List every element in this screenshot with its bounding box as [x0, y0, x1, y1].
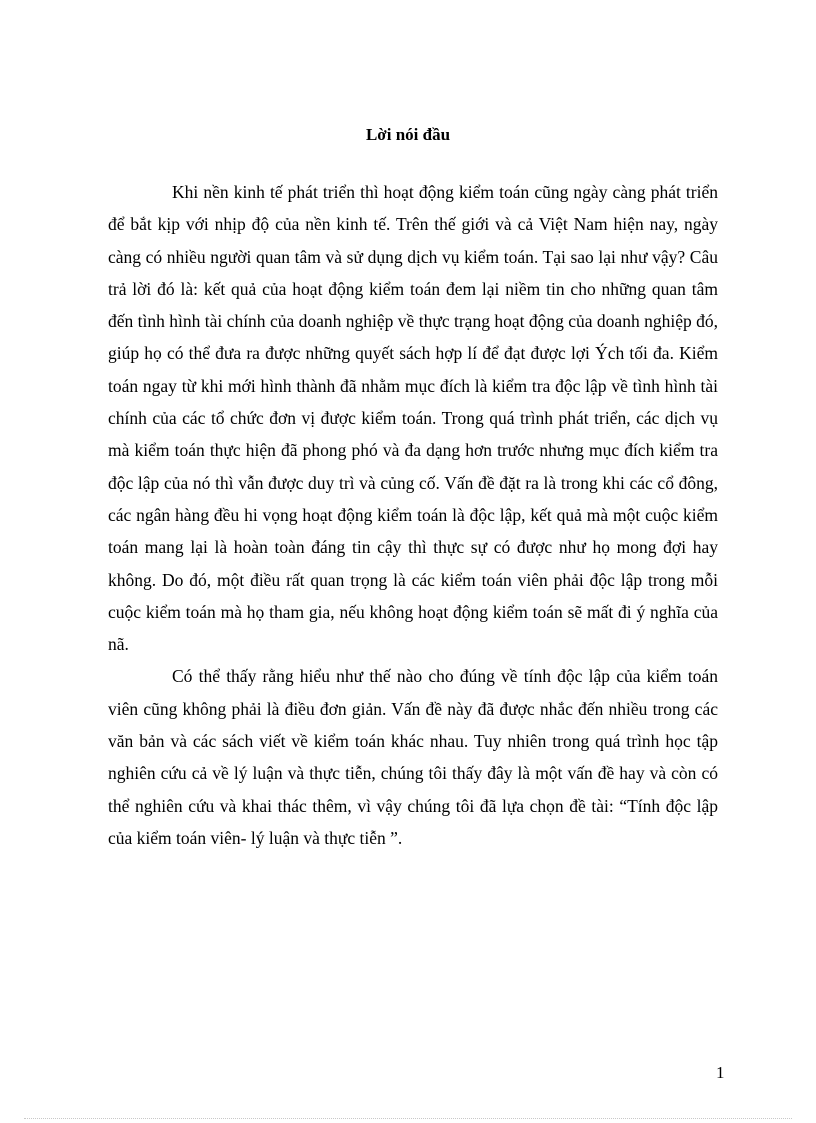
body-text — [108, 176, 718, 854]
paragraph-1: Khi nền kinh tế phát triển thì hoạt động kiểm toán cũng ngày càng phát triển để bắt kịp với nhịp độ của nền kinh tế. Trên thế giới và cả Việt Nam hiện nay, ngày càng có nhiều người quan tâm và sử dụng dịch vụ kiểm toán. Tại sao lại như vậy? Câu trả lời đó là: kết quả của hoạt động kiểm toán đem lại niềm tin cho những quan tâm đến tình hình tài chính của doanh nghiệp về thực trạng hoạt động của doanh nghiệp đó, giúp họ có thể đưa ra được những quyết sách hợp lí để đạt được lợi Ých tối đa. Kiểm toán ngay từ khi mới hình thành đã nhằm mục đích là kiểm tra độc lập về tình hình tài chính của các tổ chức đơn vị được kiểm toán. Trong quá trình phát triển, các dịch vụ mà kiểm toán thực hiện đã phong phó và đa dạng hơn trước nhưng mục đích kiểm tra độc lập của nó thì vẫn được duy trì và củng cố. Vấn đề đặt ra là trong khi các cổ đông, các ngân hàng đều hi vọng hoạt động kiểm toán là độc lập, kết quả mà một cuộc kiểm toán mang lại là hoàn toàn đáng tin cậy thì thực sự có được như họ mong đợi hay không. Do đó, một điều rất quan trọng là các kiểm toán viên phải độc lập trong mỗi cuộc kiểm toán mà họ tham gia, nếu không hoạt động kiểm toán sẽ mất đi ý nghĩa của nã. — [108, 182, 718, 655]
page-title: Lời nói đầu — [365, 125, 451, 144]
page-number: 1 — [716, 1063, 725, 1082]
paragraph-2: Có thể thấy rằng hiểu như thế nào cho đúng về tính độc lập của kiểm toán viên cũng không phải là điều đơn giản. Vấn đề này đã được nhắc đến nhiều trong các văn bản và các sách viết về kiểm toán khác nhau. Tuy nhiên trong quá trình học tập nghiên cứu cả về lý luận và thực tiễn, chúng tôi thấy đây là một vấn đề hay và còn có thể nghiên cứu và khai thác thêm, vì vậy chúng tôi đã lựa chọn đề tài: “Tính độc lập của kiểm toán viên- lý luận và thực tiễn ”. — [108, 666, 718, 848]
page-bottom-divider — [24, 1118, 792, 1119]
